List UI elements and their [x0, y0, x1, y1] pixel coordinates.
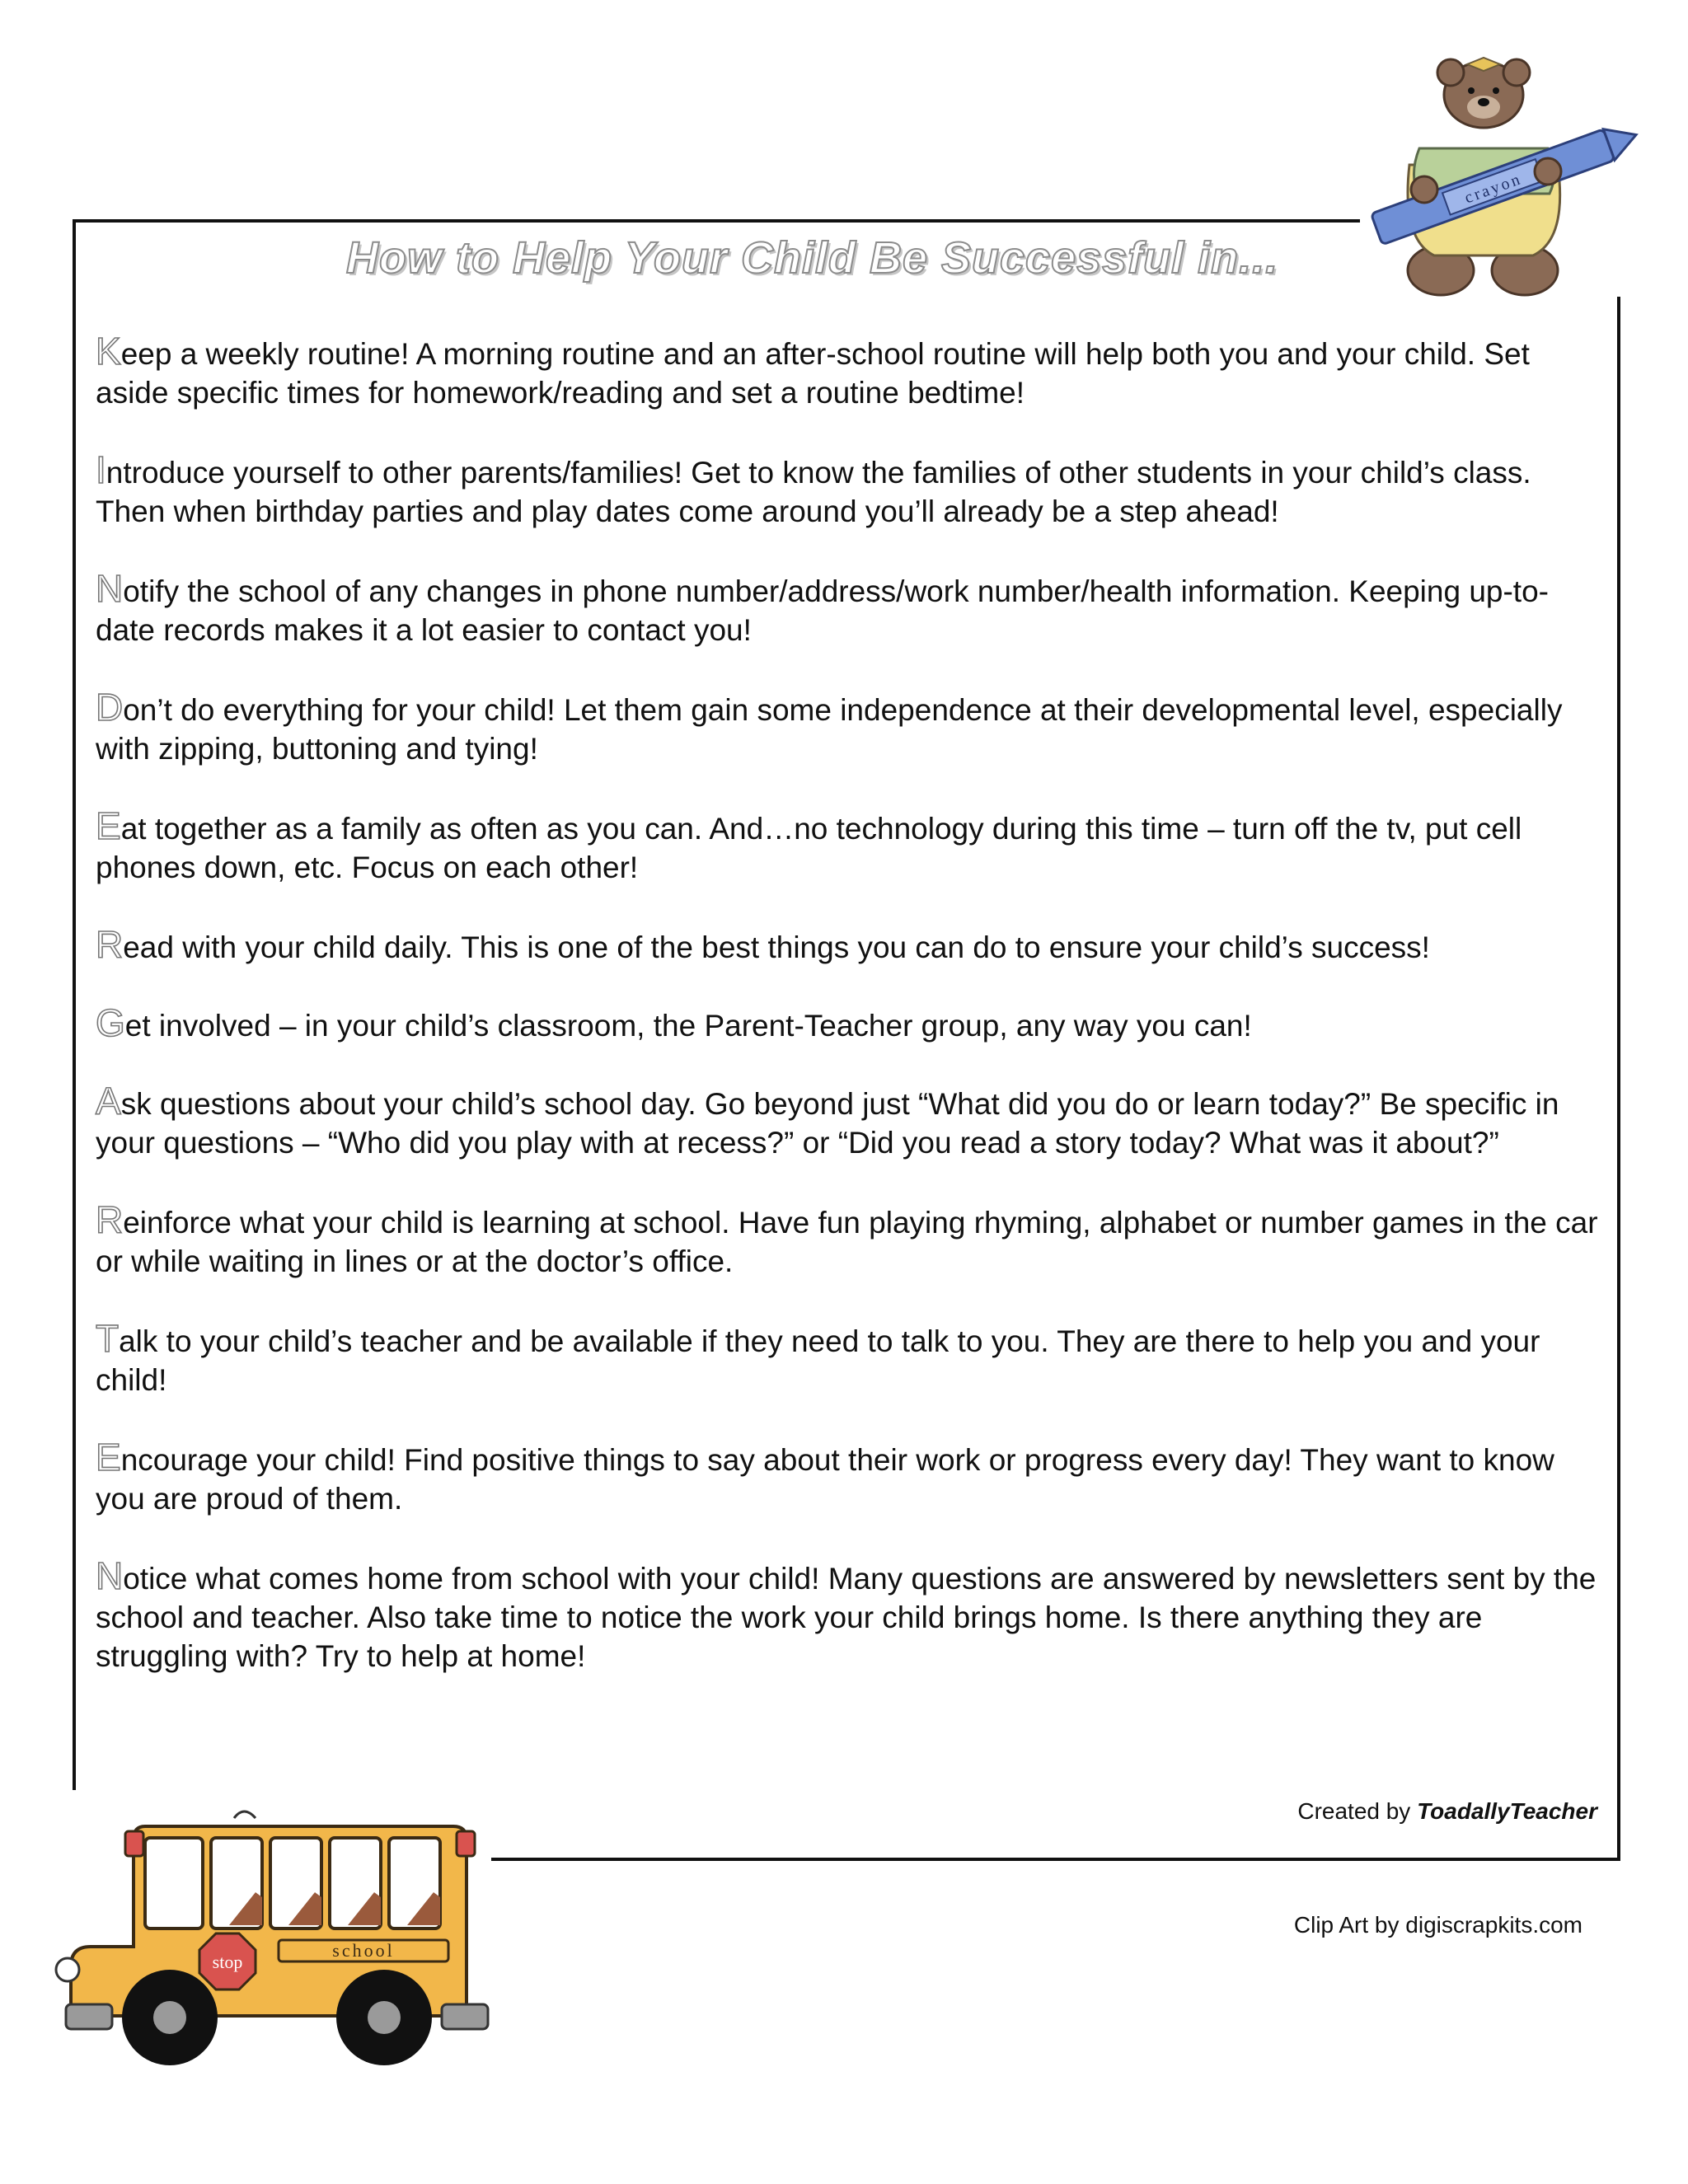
tip-item	[96, 804, 1604, 887]
stop-sign-label: stop	[212, 1952, 243, 1972]
tip-initial: D	[96, 686, 124, 729]
tip-initial: T	[96, 1317, 120, 1360]
author-credit-prefix: Created by	[1297, 1798, 1418, 1824]
tip-initial: A	[96, 1080, 121, 1122]
tip-initial: E	[96, 804, 121, 847]
tip-item	[96, 1080, 1604, 1162]
bus-side-label: school	[332, 1940, 395, 1961]
tip-text: sk questions about your child’s school day. Go beyond just “What did you do or learn today?” Be specific in your questions – “Who did you play with at recess?” or “Did you read a story today? What was it about?”	[96, 1087, 1559, 1160]
tip-text: otice what comes home from school with your child! Many questions are answered by newsletters sent by the school and teacher. Also take time to notice the work your child brings home. Is there anything they are struggling with? Try to help at home!	[96, 1562, 1597, 1673]
tip-initial: R	[96, 1198, 124, 1241]
bear-crayon-illustration	[1352, 49, 1648, 305]
clipart-credit: Clip Art by digiscrapkits.com	[1293, 1912, 1582, 1938]
tip-item	[96, 1554, 1604, 1675]
tip-text: eep a weekly routine! A morning routine and an after-school routine will help both you and your child. Set aside specific times for homework/reading and set a routine bedtime!	[96, 337, 1530, 410]
tip-text: einforce what your child is learning at school. Have fun playing rhyming, alphabet or number games in the car or while waiting in lines or at the doctor’s office.	[96, 1206, 1598, 1278]
tip-item	[96, 330, 1604, 412]
tip-initial: E	[96, 1436, 121, 1479]
tip-text: ead with your child daily. This is one of the best things you can do to ensure your child’s success!	[123, 930, 1430, 964]
author-credit	[1297, 1798, 1597, 1825]
tip-text: otify the school of any changes in phone number/address/work number/health information. Keeping up-to-date records makes it a lot easier to contact you!	[96, 574, 1549, 647]
border-left	[73, 219, 76, 1790]
tip-text: at together as a family as often as you can. And…no technology during this time – turn off the tv, put cell phones down, etc. Focus on each other!	[96, 812, 1522, 884]
author-name: ToadallyTeacher	[1417, 1798, 1597, 1824]
border-bottom	[491, 1858, 1620, 1861]
tip-text: ncourage your child! Find positive things to say about their work or progress every day! They want to know you are proud of them.	[96, 1443, 1554, 1516]
tip-item	[96, 567, 1604, 649]
tip-text: on’t do everything for your child! Let them gain some independence at their developmental level, especially with zipping, buttoning and tying!	[96, 693, 1563, 766]
tip-initial: I	[96, 448, 106, 491]
border-top	[73, 219, 1360, 223]
tip-text: et involved – in your child’s classroom, the Parent-Teacher group, any way you can!	[124, 1009, 1252, 1043]
border-right	[1617, 297, 1620, 1861]
tip-item	[96, 686, 1604, 768]
tip-item	[96, 1001, 1604, 1045]
tip-initial: K	[96, 330, 121, 373]
tip-item	[96, 448, 1604, 531]
crayon-label: crayon	[1462, 169, 1525, 208]
tip-item	[96, 1436, 1604, 1518]
tip-initial: N	[96, 567, 124, 610]
tip-text: ntroduce yourself to other parents/families! Get to know the families of other students in your child’s class. Then when birthday parties and play dates come around you’ll already be a step ahead!	[96, 456, 1531, 528]
tip-item	[96, 1198, 1604, 1281]
tip-initial: R	[96, 923, 124, 966]
tip-item	[96, 923, 1604, 967]
school-bus-illustration	[54, 1802, 499, 2082]
tip-item	[96, 1317, 1604, 1399]
page-title: How to Help Your Child Be Successful in...	[346, 233, 1279, 283]
tip-initial: G	[96, 1001, 125, 1044]
tip-text: alk to your child’s teacher and be available if they need to talk to you. They are there to help you and your child!	[96, 1324, 1540, 1397]
tip-initial: N	[96, 1554, 124, 1597]
tips-list	[96, 330, 1604, 1717]
